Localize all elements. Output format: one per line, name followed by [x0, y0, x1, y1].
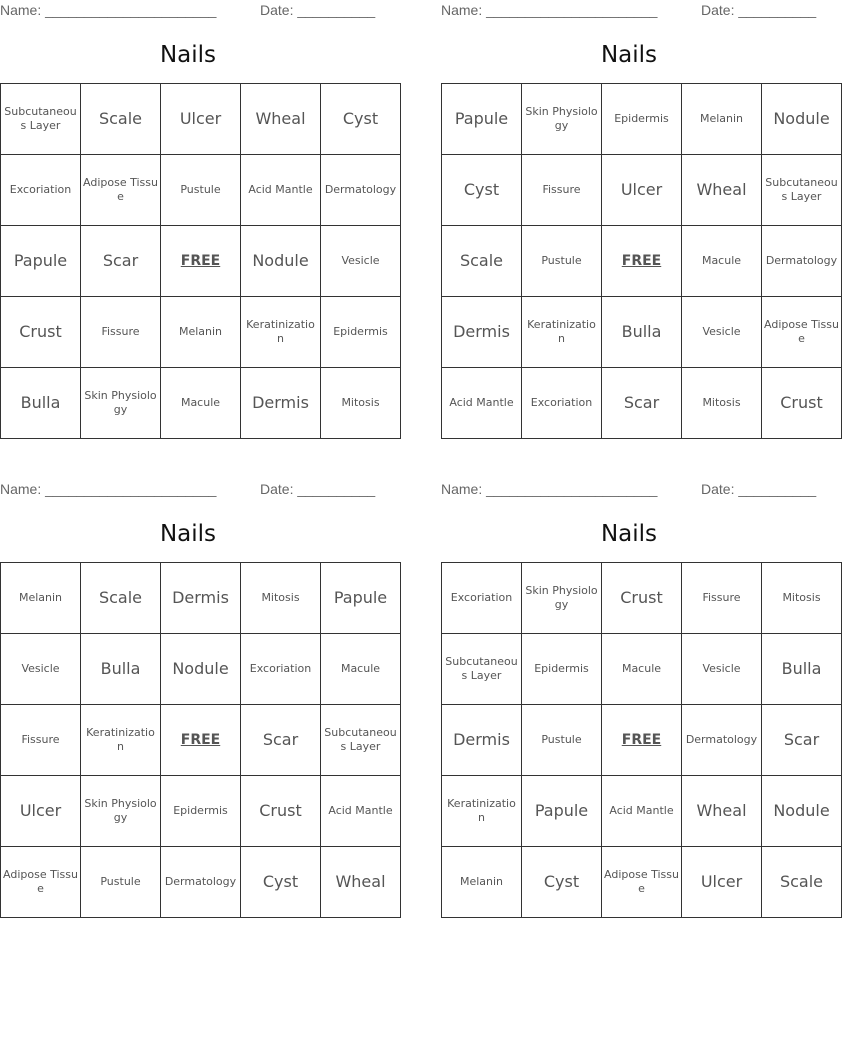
bingo-cell: Crust: [762, 368, 842, 439]
bingo-cell: Pustule: [161, 155, 241, 226]
name-field: Name: ______________________: [441, 481, 658, 497]
bingo-cell: Scale: [762, 847, 842, 918]
grid-row: [442, 776, 842, 847]
grid-row: [1, 155, 401, 226]
bingo-cell: Skin Physiology: [522, 563, 602, 634]
bingo-cell: Excoriation: [522, 368, 602, 439]
bingo-cell: Macule: [602, 634, 682, 705]
bingo-cell: Pustule: [81, 847, 161, 918]
bingo-cell: Mitosis: [321, 368, 401, 439]
bingo-cell: Nodule: [762, 84, 842, 155]
bingo-cell: Scale: [81, 563, 161, 634]
bingo-cell: Papule: [1, 226, 81, 297]
card-header: [441, 481, 817, 499]
bingo-cell: Vesicle: [682, 297, 762, 368]
bingo-cell: Excoriation: [442, 563, 522, 634]
bingo-cell: Skin Physiology: [522, 84, 602, 155]
grid-row: [1, 705, 401, 776]
bingo-cell: Fissure: [522, 155, 602, 226]
grid-row: [1, 226, 401, 297]
name-field: Name: ______________________: [441, 2, 658, 18]
bingo-cell: Scale: [442, 226, 522, 297]
grid-row: [1, 297, 401, 368]
grid-row: [1, 634, 401, 705]
bingo-cell: Scar: [81, 226, 161, 297]
bingo-cell: Dermis: [442, 705, 522, 776]
bingo-cell: Keratinization: [522, 297, 602, 368]
grid-row: [442, 563, 842, 634]
bingo-cell: Cyst: [442, 155, 522, 226]
bingo-cell: Vesicle: [1, 634, 81, 705]
bingo-cell: Wheal: [241, 84, 321, 155]
bingo-cell: Melanin: [1, 563, 81, 634]
bingo-cell: Melanin: [682, 84, 762, 155]
bingo-cell: Subcutaneous Layer: [321, 705, 401, 776]
bingo-cell: Bulla: [1, 368, 81, 439]
card-title: Nails: [600, 42, 658, 68]
card-title: Nails: [600, 521, 658, 547]
bingo-cell: Scar: [762, 705, 842, 776]
bingo-cell: Pustule: [522, 705, 602, 776]
bingo-cell: Subcutaneous Layer: [1, 84, 81, 155]
bingo-cell: Fissure: [1, 705, 81, 776]
bingo-cell: Keratinization: [81, 705, 161, 776]
bingo-cell: Melanin: [442, 847, 522, 918]
bingo-cell: Macule: [682, 226, 762, 297]
bingo-cell: Bulla: [602, 297, 682, 368]
bingo-grid: [441, 83, 842, 439]
bingo-cell: Skin Physiology: [81, 368, 161, 439]
bingo-card-1: [0, 0, 397, 432]
bingo-cell: Excoriation: [1, 155, 81, 226]
bingo-cell: Ulcer: [602, 155, 682, 226]
grid-row: [442, 634, 842, 705]
bingo-cell: Fissure: [682, 563, 762, 634]
grid-row: [442, 84, 842, 155]
bingo-cell: Skin Physiology: [81, 776, 161, 847]
bingo-grid: [0, 83, 401, 439]
bingo-cell: Dermatology: [682, 705, 762, 776]
bingo-cell: Papule: [442, 84, 522, 155]
bingo-cell: Crust: [1, 297, 81, 368]
grid-row: [442, 226, 842, 297]
bingo-cell: Pustule: [522, 226, 602, 297]
bingo-cell: Mitosis: [762, 563, 842, 634]
bingo-cell: Ulcer: [161, 84, 241, 155]
bingo-cell: Bulla: [81, 634, 161, 705]
bingo-cell: Excoriation: [241, 634, 321, 705]
name-field: Name: ______________________: [0, 2, 217, 18]
bingo-cell: Adipose Tissue: [81, 155, 161, 226]
bingo-cell: Papule: [522, 776, 602, 847]
bingo-cell: Scar: [241, 705, 321, 776]
bingo-cell: Scar: [602, 368, 682, 439]
bingo-cell: Wheal: [321, 847, 401, 918]
grid-row: [1, 368, 401, 439]
bingo-cell: Acid Mantle: [442, 368, 522, 439]
bingo-cell: Macule: [161, 368, 241, 439]
bingo-card-3: [0, 479, 397, 911]
bingo-cell: Wheal: [682, 155, 762, 226]
grid-row: [1, 847, 401, 918]
grid-row: [1, 563, 401, 634]
bingo-cell: Adipose Tissue: [1, 847, 81, 918]
bingo-cell: Adipose Tissue: [762, 297, 842, 368]
grid-row: [442, 155, 842, 226]
card-title: Nails: [159, 521, 217, 547]
bingo-cell: Adipose Tissue: [602, 847, 682, 918]
bingo-cell: Nodule: [161, 634, 241, 705]
bingo-cell: Vesicle: [321, 226, 401, 297]
bingo-cell: Crust: [602, 563, 682, 634]
grid-row: [1, 84, 401, 155]
bingo-card-4: [441, 479, 830, 911]
bingo-cell: Dermis: [241, 368, 321, 439]
grid-row: [442, 297, 842, 368]
bingo-cell: Epidermis: [321, 297, 401, 368]
date-field: Date: __________: [260, 2, 376, 18]
bingo-cell: Bulla: [762, 634, 842, 705]
bingo-cell: Cyst: [321, 84, 401, 155]
bingo-cell: Cyst: [522, 847, 602, 918]
bingo-cell: Mitosis: [682, 368, 762, 439]
bingo-cell: Macule: [321, 634, 401, 705]
grid-row: [1, 776, 401, 847]
bingo-cell: Dermis: [442, 297, 522, 368]
bingo-cell: Nodule: [762, 776, 842, 847]
date-field: Date: __________: [701, 2, 817, 18]
bingo-cell: Subcutaneous Layer: [442, 634, 522, 705]
bingo-cell: Papule: [321, 563, 401, 634]
bingo-cell: Acid Mantle: [321, 776, 401, 847]
bingo-cell: Wheal: [682, 776, 762, 847]
free-space: FREE: [161, 226, 241, 297]
bingo-cell: Fissure: [81, 297, 161, 368]
date-field: Date: __________: [260, 481, 376, 497]
bingo-cell: Scale: [81, 84, 161, 155]
bingo-cell: Keratinization: [442, 776, 522, 847]
card-header: [0, 481, 376, 499]
bingo-cell: Dermatology: [762, 226, 842, 297]
card-header: [441, 2, 817, 20]
bingo-cell: Cyst: [241, 847, 321, 918]
bingo-cell: Vesicle: [682, 634, 762, 705]
bingo-cell: Epidermis: [161, 776, 241, 847]
free-space: FREE: [161, 705, 241, 776]
bingo-grid: [441, 562, 842, 918]
free-space: FREE: [602, 705, 682, 776]
grid-row: [442, 705, 842, 776]
bingo-cell: Dermatology: [161, 847, 241, 918]
bingo-cell: Epidermis: [522, 634, 602, 705]
bingo-cell: Dermatology: [321, 155, 401, 226]
free-space: FREE: [602, 226, 682, 297]
bingo-cell: Acid Mantle: [602, 776, 682, 847]
bingo-cell: Acid Mantle: [241, 155, 321, 226]
card-header: [0, 2, 376, 20]
bingo-cell: Nodule: [241, 226, 321, 297]
grid-row: [442, 368, 842, 439]
bingo-grid: [0, 562, 401, 918]
card-title: Nails: [159, 42, 217, 68]
bingo-cell: Crust: [241, 776, 321, 847]
bingo-cell: Ulcer: [1, 776, 81, 847]
name-field: Name: ______________________: [0, 481, 217, 497]
bingo-cell: Subcutaneous Layer: [762, 155, 842, 226]
grid-row: [442, 847, 842, 918]
bingo-cell: Mitosis: [241, 563, 321, 634]
bingo-cell: Epidermis: [602, 84, 682, 155]
date-field: Date: __________: [701, 481, 817, 497]
bingo-cell: Ulcer: [682, 847, 762, 918]
bingo-cell: Melanin: [161, 297, 241, 368]
bingo-cell: Dermis: [161, 563, 241, 634]
bingo-card-2: [441, 0, 839, 432]
bingo-cell: Keratinization: [241, 297, 321, 368]
